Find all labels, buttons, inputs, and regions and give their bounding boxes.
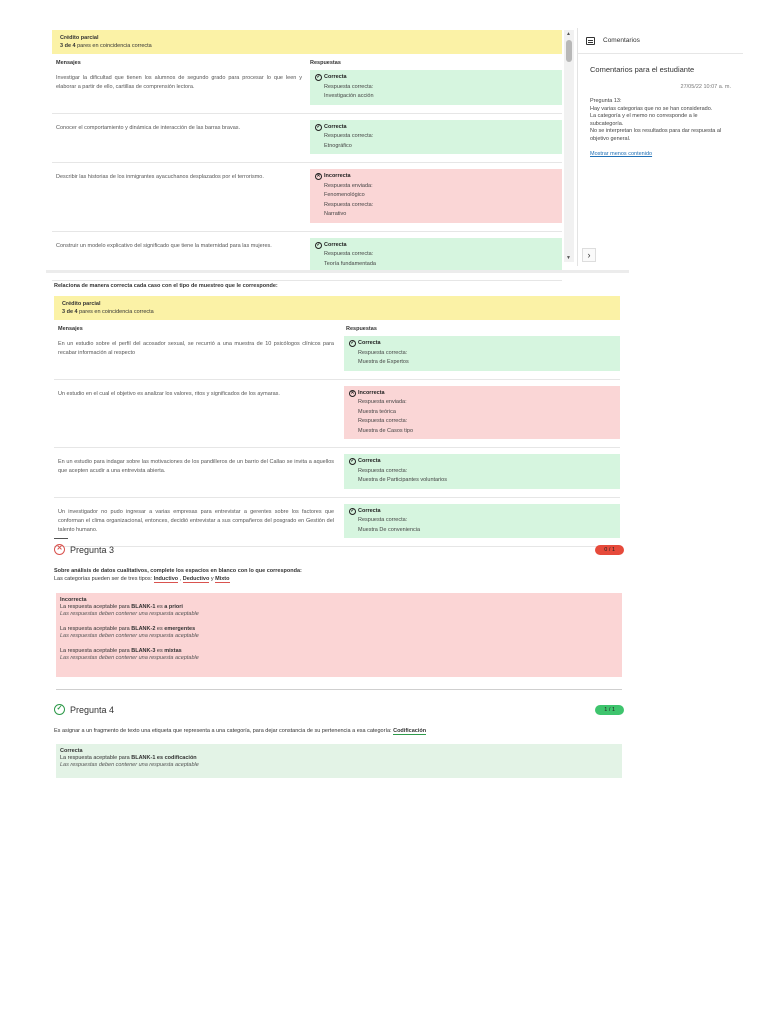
question-text: Relaciona de manera correcta cada caso con el tipo de muestreo que le corresponde: bbox=[54, 283, 278, 289]
accepted-answer: emergentes bbox=[164, 626, 196, 632]
answer-status bbox=[349, 457, 614, 467]
answer-line: Muestra de Participantes voluntarios bbox=[358, 477, 447, 483]
question-3-text bbox=[54, 567, 624, 583]
question-body: Las categorías pueden ser de tres tipos: bbox=[54, 576, 154, 582]
status-label: Correcta bbox=[324, 74, 347, 80]
correct-answer-box bbox=[344, 336, 620, 371]
accepted-answer: codificación bbox=[164, 755, 197, 761]
matching-question-panel bbox=[52, 30, 562, 267]
blank-id: BLANK-1 bbox=[131, 604, 156, 610]
comment-line: Pregunta 13: bbox=[590, 98, 622, 104]
match-message: En un estudio para indagar sobre las motivaciones de los pandilleros de un barrio del Callao se invita a aquellos que acepten acudir a una entrevista abierta. bbox=[58, 459, 334, 474]
match-row bbox=[52, 70, 562, 114]
answer-blank-1: Codificación bbox=[393, 728, 427, 734]
answer-line: Respuesta enviada: bbox=[324, 182, 373, 189]
answer-status bbox=[315, 241, 556, 251]
credit-count: 3 de 4 bbox=[60, 43, 76, 49]
blank-id: BLANK-1 bbox=[131, 755, 156, 761]
match-message: Conocer el comportamiento y dinámica de interacción de las barras bravas. bbox=[56, 124, 241, 131]
accepted-answer-line bbox=[60, 626, 618, 633]
answer-status bbox=[349, 507, 614, 517]
answer-prefix: La respuesta aceptable para bbox=[60, 626, 132, 632]
correct-answer-box bbox=[310, 70, 562, 105]
result-status: Correcta bbox=[60, 748, 83, 754]
answer-line: Respuesta correcta: bbox=[324, 251, 374, 257]
answer-prefix: La respuesta aceptable para bbox=[60, 604, 132, 610]
answer-status bbox=[315, 172, 556, 182]
sampling-question-panel bbox=[54, 280, 620, 553]
match-message: Construir un modelo explicativo del significado que tiene la maternidad para las mujeres. bbox=[56, 242, 272, 249]
incorrect-answer-box bbox=[344, 386, 620, 440]
incorrect-answer-box bbox=[310, 169, 562, 223]
question-4-text bbox=[54, 727, 624, 735]
section-divider bbox=[46, 270, 629, 273]
status-label: Correcta bbox=[324, 241, 347, 248]
match-message: Describir las historias de los inmigrantes ayacuchanos desplazados por el terrorismo. bbox=[56, 174, 264, 180]
answer-blank-3: Mixto bbox=[215, 576, 230, 582]
correct-answer-box bbox=[310, 238, 562, 273]
answer-status bbox=[315, 123, 556, 133]
answer-mid: es bbox=[155, 604, 165, 610]
partial-credit-banner bbox=[52, 30, 562, 54]
result-status: Incorrecta bbox=[60, 597, 87, 603]
answer-line: Respuesta correcta: bbox=[324, 201, 374, 208]
status-label: Correcta bbox=[324, 123, 347, 130]
x-circle-icon: ✕ bbox=[316, 173, 321, 180]
status-label: Correcta bbox=[358, 340, 381, 346]
question-title: Pregunta 4 bbox=[70, 704, 115, 715]
blank-id: BLANK-2 bbox=[131, 626, 156, 632]
answer-blank-1: Inductivo bbox=[153, 576, 179, 582]
separator: , bbox=[178, 576, 183, 582]
status-label: Incorrecta bbox=[358, 389, 385, 396]
comment-icon bbox=[586, 37, 595, 45]
comments-header-label: Comentarios bbox=[603, 37, 640, 44]
comment-date: 27/05/22 10:07 a. m. bbox=[680, 84, 731, 90]
match-row bbox=[54, 454, 620, 498]
question-marker bbox=[54, 538, 68, 539]
status-label: Correcta bbox=[358, 507, 381, 514]
answer-mid: es bbox=[155, 626, 165, 632]
correct-answer-box bbox=[310, 120, 562, 155]
status-label: Incorrecta bbox=[324, 173, 351, 179]
match-row bbox=[54, 386, 620, 449]
answer-line: Muestra teórica bbox=[358, 408, 396, 415]
separator: y bbox=[209, 576, 216, 582]
answer-line: Narrativo bbox=[324, 211, 347, 217]
answer-mid: es bbox=[155, 648, 165, 654]
comment-line: La categoría y el memo no corresponde a le subcategoría. bbox=[590, 113, 698, 127]
comments-header bbox=[578, 28, 743, 54]
question-3-result bbox=[56, 593, 622, 677]
match-row bbox=[54, 336, 620, 380]
check-circle-icon: ✓ bbox=[350, 458, 355, 465]
correct-answer-box bbox=[344, 454, 620, 489]
accepted-answer: mixtas bbox=[164, 648, 182, 654]
accepted-answer: a priori bbox=[164, 604, 183, 610]
correct-icon: ✓ bbox=[54, 704, 65, 715]
answer-line: Investigación acción bbox=[324, 93, 374, 99]
answer-mid: es bbox=[155, 755, 165, 761]
match-row bbox=[52, 120, 562, 164]
comment-line: No se interpretan los resultados para dar respuesta al objetivo general. bbox=[590, 128, 722, 142]
score-badge: 1 / 1 bbox=[595, 705, 624, 715]
partial-credit-banner bbox=[54, 296, 620, 320]
answer-note: Las respuestas deben contener una respuesta aceptable bbox=[60, 762, 199, 768]
answer-line: Teoría fundamentada bbox=[324, 260, 376, 267]
comment-body bbox=[578, 94, 743, 147]
answer-line: Respuesta correcta: bbox=[358, 418, 408, 424]
column-header-responses: Respuestas bbox=[310, 60, 341, 66]
answer-line: Fenomenológico bbox=[324, 192, 365, 198]
scrollbar-thumb[interactable] bbox=[566, 40, 572, 62]
answer-prefix: La respuesta aceptable para bbox=[60, 755, 132, 761]
answer-line: Respuesta enviada: bbox=[358, 399, 407, 405]
column-header-responses: Respuestas bbox=[346, 326, 377, 332]
scroll-up-icon[interactable]: ▲ bbox=[566, 31, 571, 37]
question-prompt: Sobre análisis de datos cualitativos, complete los espacios en blanco con lo que corresponda: bbox=[54, 568, 302, 574]
credit-title: Crédito parcial bbox=[60, 35, 99, 41]
blank-id: BLANK-3 bbox=[131, 648, 156, 654]
answer-note: Las respuestas deben contener una respuesta aceptable bbox=[60, 655, 199, 661]
match-row bbox=[52, 169, 562, 232]
accepted-answer-line bbox=[60, 604, 618, 611]
check-circle-icon: ✓ bbox=[316, 123, 321, 130]
correct-answer-box bbox=[344, 504, 620, 539]
check-circle-icon: ✓ bbox=[350, 340, 355, 347]
comments-title: Comentarios para el estudiante bbox=[590, 65, 695, 74]
match-row bbox=[54, 504, 620, 548]
x-circle-icon: ✕ bbox=[350, 389, 355, 396]
scroll-down-icon[interactable]: ▼ bbox=[566, 255, 571, 261]
answer-line: Etnográfico bbox=[324, 142, 352, 149]
answer-line: Respuesta correcta: bbox=[358, 467, 408, 474]
scrollbar[interactable] bbox=[564, 30, 574, 262]
answer-line: Muestra De conveniencia bbox=[358, 526, 421, 533]
answer-line: Respuesta correcta: bbox=[358, 349, 408, 356]
answer-prefix: La respuesta aceptable para bbox=[60, 648, 132, 654]
credit-count: 3 de 4 bbox=[62, 309, 78, 315]
check-circle-icon: ✓ bbox=[350, 507, 355, 514]
check-circle-icon: ✓ bbox=[316, 74, 321, 81]
answer-note: Las respuestas deben contener una respuesta aceptable bbox=[60, 633, 199, 639]
show-less-link[interactable]: Mostrar menos contenido bbox=[590, 151, 653, 157]
section-divider bbox=[56, 689, 622, 690]
answer-note: Las respuestas deben contener una respuesta aceptable bbox=[60, 611, 199, 617]
credit-text: pares en coincidencia correcta bbox=[77, 309, 154, 315]
score-badge: 0 / 1 bbox=[595, 545, 624, 555]
comments-panel bbox=[577, 28, 743, 266]
match-message: En un estudio sobre el perfil del acosador sexual, se recurrió a una muestra de 10 psicólogos clínicos para recabar información al respecto bbox=[58, 341, 334, 356]
match-row bbox=[52, 238, 562, 282]
incorrect-icon: ✕ bbox=[54, 544, 65, 555]
accepted-answer-line bbox=[60, 648, 618, 655]
check-circle-icon: ✓ bbox=[316, 241, 321, 248]
credit-title: Crédito parcial bbox=[62, 301, 101, 307]
column-header-messages: Mensajes bbox=[58, 326, 83, 332]
answer-line: Muestra de Expertos bbox=[358, 359, 409, 365]
answer-line: Respuesta correcta: bbox=[324, 83, 374, 90]
match-message: Un estudio en el cual el objetivo es analizar los valores, ritos y significados de los aymaras. bbox=[58, 390, 280, 397]
credit-text: pares en coincidencia correcta bbox=[75, 43, 152, 49]
column-header-messages: Mensajes bbox=[56, 60, 81, 66]
answer-line: Respuesta correcta: bbox=[324, 133, 374, 139]
question-body: Es asignar a un fragmento de texto una etiqueta que representa a una categoría, para dejar constancia de su pertenencia a esa categoría: bbox=[54, 728, 394, 734]
answer-line: Respuesta correcta: bbox=[358, 517, 408, 523]
chevron-right-icon[interactable]: › bbox=[582, 248, 596, 262]
answer-line: Muestra de Casos tipo bbox=[358, 427, 414, 434]
question-4-header bbox=[54, 704, 624, 715]
question-title: Pregunta 3 bbox=[70, 544, 115, 555]
question-3-header bbox=[54, 544, 624, 555]
answer-blank-2: Deductivo bbox=[182, 576, 210, 582]
answer-status bbox=[315, 73, 556, 83]
match-message: Investigar la dificultad que tienen los alumnos de segundo grado para procesar lo que leen y elaborar a partir de ello, cartillas de comprensión lectora. bbox=[56, 75, 302, 90]
match-message: Un investigador no pudo ingresar a varias empresas para entrevistar a gerentes sobre los factores que conforman el clima organizacional, entonces, decidió entrevistar a sus compañeros del posgrado en Gestión del talento humano. bbox=[58, 508, 334, 533]
question-4-result bbox=[56, 744, 622, 778]
answer-status bbox=[349, 389, 614, 399]
comment-line: Hay varias categorias que no se han considerado. bbox=[590, 105, 713, 112]
status-label: Correcta bbox=[358, 458, 381, 464]
answer-status bbox=[349, 339, 614, 349]
